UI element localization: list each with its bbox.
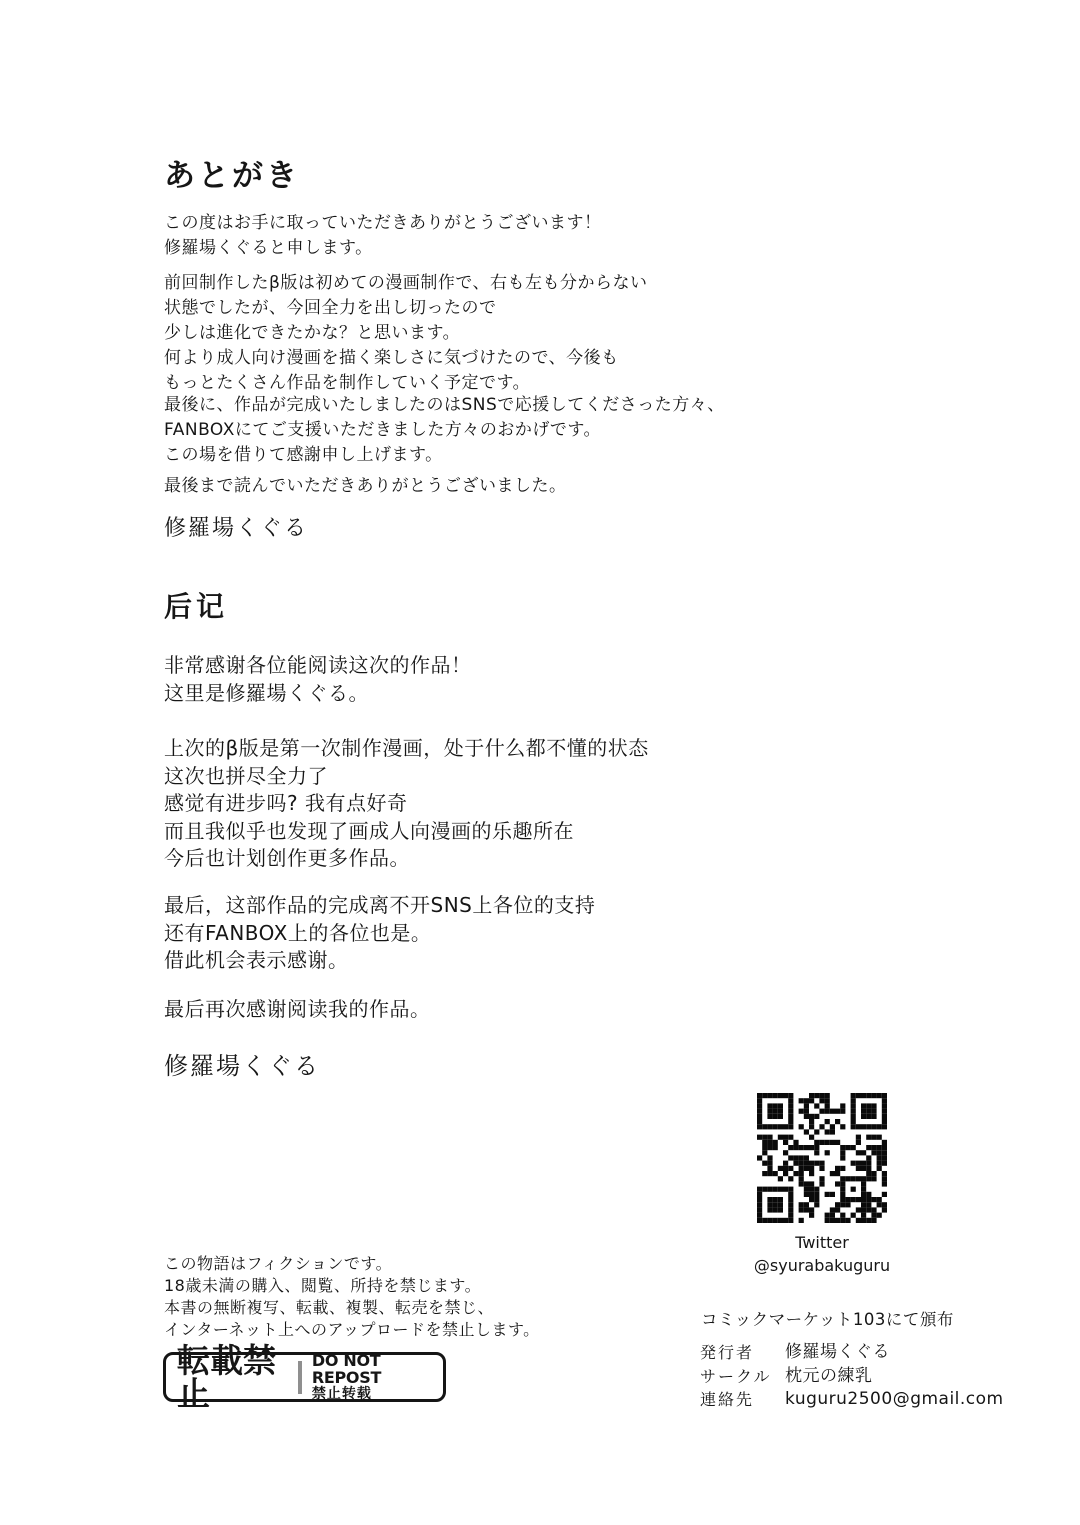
disclaimer-line: 本書の無断複写、転載、複製、転売を禁じ、 [164,1298,495,1317]
jp-paragraph-4 [164,474,567,499]
qr-caption-handle: @syurabakuguru [753,1256,891,1275]
text-line: 上次的β版是第一次制作漫画，处于什么都不懂的状态 [164,736,649,760]
text-line: FANBOXにてご支援いただきました方々のおかげです。 [164,420,602,440]
text-line: 修羅場くぐると申します。 [164,238,373,258]
qr-caption-platform: Twitter [795,1233,849,1252]
cn-paragraph-4 [164,996,431,1024]
text-line: この度はお手に取っていただきありがとうございます！ [164,213,602,233]
jp-paragraph-3 [164,393,725,468]
jp-paragraph-2 [164,271,648,396]
text-line: 状態でしたが、今回全力を出し切ったので [164,298,497,318]
repost-jp-label: 転載禁止 [177,1341,276,1413]
cn-signature: 修羅場くぐる [164,1052,320,1080]
text-line: 何より成人向け漫画を描く楽しさに気づけたので、今後も [164,348,619,368]
publication-label: サークル [700,1366,772,1386]
cn-paragraph-2 [164,735,649,873]
publication-row [700,1365,1004,1389]
text-line: 今后也计划创作更多作品。 [164,846,410,870]
cn-paragraph-3 [164,892,595,975]
publication-value: 修羅場くぐる [785,1342,890,1362]
disclaimer-line: 18歳未満の購入、閲覧、所持を禁じます。 [164,1276,482,1295]
disclaimer [164,1253,540,1341]
publication-label: 連絡先 [700,1390,755,1409]
text-line: 而且我似乎也发现了画成人向漫画的乐趣所在 [164,818,574,843]
jp-paragraph-1 [164,211,602,261]
repost-translations [312,1352,432,1403]
text-line: 感觉有进步吗? 我有点好奇 [164,791,408,815]
text-line: 最後に、作品が完成いたしましたのはSNSで応援してくださった方々、 [164,395,725,415]
publication-label: 発行者 [700,1343,755,1362]
jp-afterword-heading: あとがき [164,158,300,194]
text-line: 最后再次感谢阅读我的作品。 [164,997,431,1021]
event-line: コミックマーケット103にて頒布 [701,1310,954,1329]
text-line: 这次也拼尽全力了 [164,763,328,788]
repost-en-label: DO NOT REPOST [311,1350,382,1387]
text-line: 借此机会表示感谢。 [164,948,349,972]
cn-paragraph-1 [164,652,472,707]
qr-code-icon [757,1093,887,1223]
cn-afterword-heading: 后记 [164,590,229,623]
text-line: 最後まで読んでいただきありがとうございました。 [164,476,567,496]
publication-info [700,1341,1004,1412]
do-not-repost-stamp [163,1341,446,1413]
text-line: 前回制作したβ版は初めての漫画制作で、右も左も分からない [164,273,648,293]
text-line: 这里是修羅場くぐる。 [164,680,369,705]
publication-row [700,1388,1004,1412]
text-line: もっとたくさん作品を制作していく予定です。 [164,373,531,393]
publication-value: kuguru2500@gmail.com [785,1389,1004,1409]
text-line: 非常感谢各位能阅读这次的作品！ [164,653,472,677]
text-line: 还有FANBOX上的各位也是。 [164,920,432,945]
disclaimer-line: この物語はフィクションです。 [164,1254,393,1273]
qr-caption [742,1231,902,1277]
text-line: 少しは進化できたかな？と思います。 [164,323,461,343]
divider [298,1361,302,1394]
repost-cn-label: 禁止转载 [311,1385,372,1402]
jp-signature: 修羅場くぐる [164,516,309,541]
disclaimer-line: インターネット上へのアップロードを禁止します。 [164,1320,540,1339]
text-line: この場を借りて感謝申し上げます。 [164,445,443,465]
publication-row [700,1341,1004,1365]
publication-value: 枕元の練乳 [785,1365,873,1386]
text-line: 最后，这部作品的完成离不开SNS上各位的支持 [164,893,596,917]
